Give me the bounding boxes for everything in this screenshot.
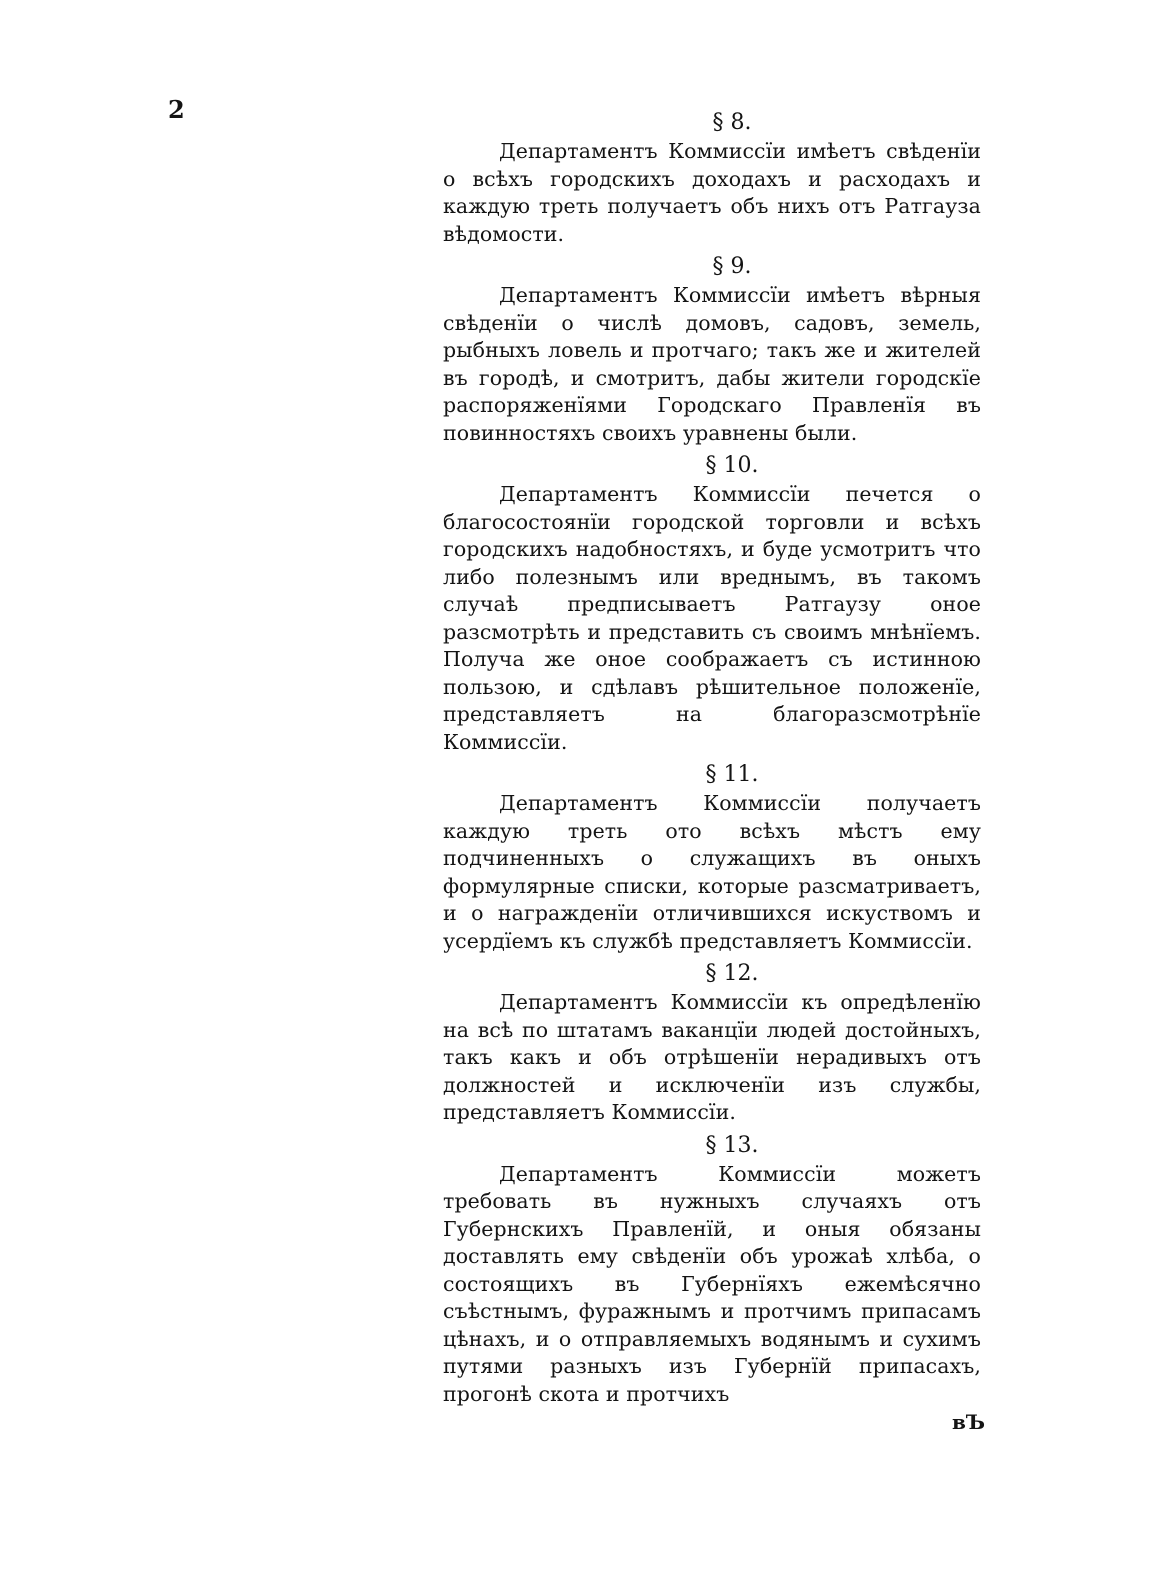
page-number: 2: [168, 95, 185, 124]
section-12: [443, 959, 981, 1127]
section-9: [443, 252, 981, 447]
catchword: вЪ: [951, 1410, 985, 1434]
section-13: [443, 1131, 981, 1409]
section-heading: § 13.: [705, 1132, 759, 1158]
section-paragraph: Департаментъ Коммиссїи имѣетъ свѣденїи о всѣхъ городскихъ доходахъ и расходахъ и каждую треть получаетъ объ нихъ отъ Ратгауза вѣдомости.: [443, 139, 981, 246]
section-heading: § 12.: [705, 961, 759, 986]
text-column: [443, 108, 981, 1412]
section-10: [443, 451, 981, 756]
section-paragraph: Департаментъ Коммиссїи получаетъ каждую треть ото всѣхъ мѣстъ ему подчиненныхъ о служащихъ въ оныхъ формулярные списки, которые разсматриваетъ, и о награжденїи отличившихся искуствомъ и усердїемъ къ службѣ представляетъ Коммиссїи.: [443, 791, 981, 953]
section-paragraph: Департаментъ Коммиссїи печется о благосостоянїи городской торговли и всѣхъ городскихъ надобностяхъ, и буде усмотритъ что либо полезнымъ или вреднымъ, въ такомъ случаѣ предписываетъ Ратгаузу оное разсмотрѣть и представить съ своимъ мнѣнїемъ. Получа же оное соображаетъ съ истинною пользою, и сдѣлавъ рѣшительное положенїе, представляетъ на благоразсмотрѣнїе Коммиссїи.: [443, 482, 981, 754]
section-heading: § 8.: [712, 110, 752, 135]
section-heading: § 9.: [712, 254, 752, 279]
section-8: [443, 108, 981, 248]
section-paragraph: Департаментъ Коммиссїи къ опредѣленїю на всѣ по штатамъ ваканцїи людей достойныхъ, такъ какъ и объ отрѣшенїи нерадивыхъ отъ должностей и исключенїи изъ службы, представляетъ Коммиссїи.: [443, 990, 981, 1124]
section-paragraph: Департаментъ Коммиссїи имѣетъ вѣрныя свѣденїи о числѣ домовъ, садовъ, земель, рыбныхъ ловель и протчаго; такъ же и жителей въ городѣ, и смотритъ, дабы жители городскїе распоряженїями Городскаго Правленїя въ повинностяхъ своихъ уравнены были.: [443, 283, 981, 445]
section-paragraph: Департаментъ Коммиссїи можетъ требовать въ нужныхъ случаяхъ отъ Губернскихъ Правленїй, и оныя обязаны доставлять ему свѣденїи объ урожаѣ хлѣба, о состоящихъ въ Губернїяхъ ежемѣсячно съѣстнымъ, фуражнымъ и протчимъ припасамъ цѣнахъ, и о отправляемыхъ водянымъ и сухимъ путями разныхъ изъ Губернїй припасахъ, прогонѣ скота и протчихъ: [443, 1161, 981, 1406]
section-11: [443, 760, 981, 955]
section-heading: § 11.: [705, 762, 759, 787]
section-heading: § 10.: [705, 453, 759, 478]
